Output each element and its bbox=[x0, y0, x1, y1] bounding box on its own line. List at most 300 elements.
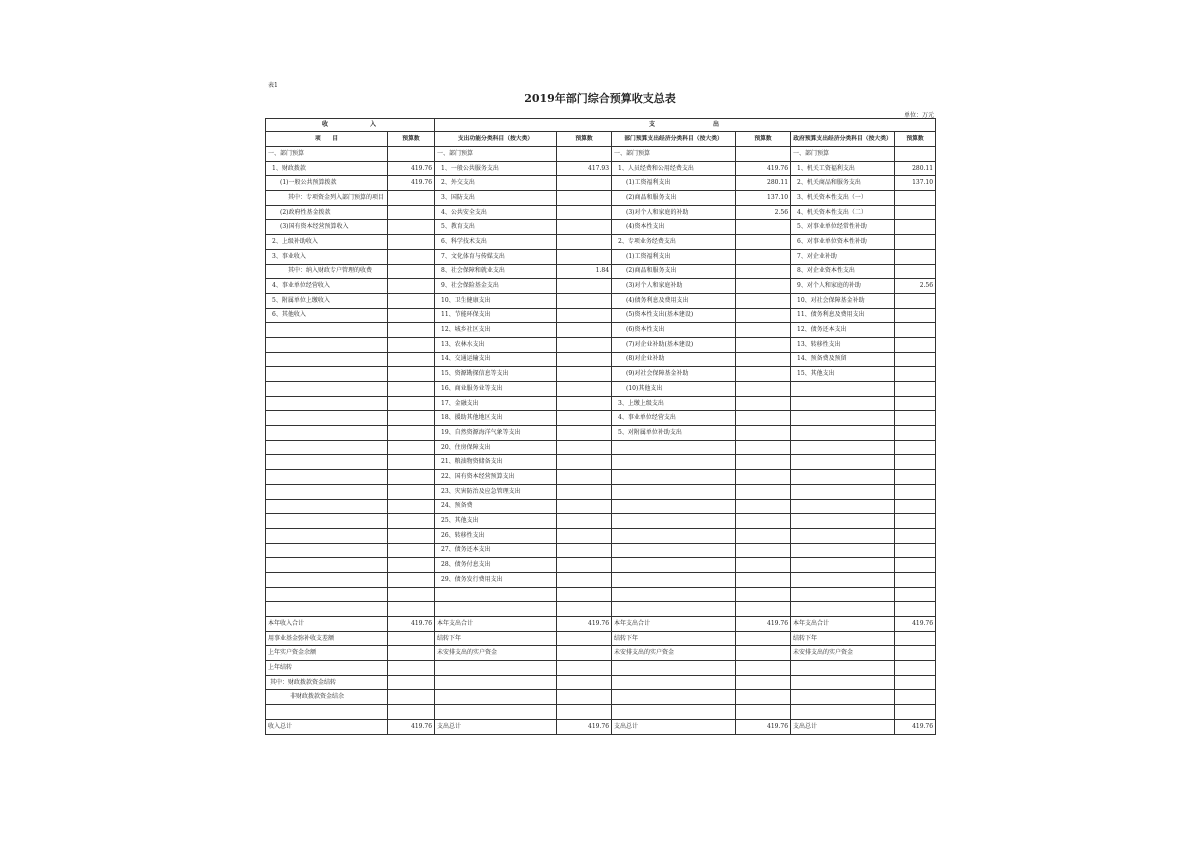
cell-func-budget bbox=[557, 396, 612, 411]
cell-func-item: 1、一般公共服务支出 bbox=[435, 161, 557, 176]
cell-func-item: 8、社会保障和就业支出 bbox=[435, 264, 557, 279]
cell-gov-econ-item: 14、预备费及预留 bbox=[791, 352, 895, 367]
table-row bbox=[266, 147, 936, 162]
cell-dept-econ-budget bbox=[736, 147, 791, 162]
cell-gov-econ-item bbox=[791, 484, 895, 499]
table-row bbox=[266, 323, 936, 338]
cell-dept-econ-budget bbox=[736, 337, 791, 352]
cell-income-budget bbox=[388, 661, 435, 676]
cell-gov-econ-budget bbox=[895, 426, 936, 441]
col-header-dept-econ-budget: 预算数 bbox=[736, 132, 791, 147]
cell-gov-econ-budget: 2.56 bbox=[895, 279, 936, 294]
table-row bbox=[266, 161, 936, 176]
table-body bbox=[266, 147, 936, 735]
cell-gov-econ-item: 5、对事业单位经常性补助 bbox=[791, 220, 895, 235]
cell-func-item: 17、金融支出 bbox=[435, 396, 557, 411]
cell-func-budget bbox=[557, 558, 612, 573]
cell-income-budget bbox=[388, 426, 435, 441]
cell-dept-econ-budget bbox=[736, 587, 791, 602]
cell-dept-econ-budget bbox=[736, 631, 791, 646]
cell-gov-econ-budget bbox=[895, 572, 936, 587]
cell-income-budget bbox=[388, 675, 435, 690]
cell-func-item: 18、援助其他地区支出 bbox=[435, 411, 557, 426]
cell-func-item: 未安排支出的实户资金 bbox=[435, 646, 557, 661]
cell-income-budget bbox=[388, 220, 435, 235]
cell-income-budget bbox=[388, 293, 435, 308]
cell-func-item bbox=[435, 602, 557, 617]
table-row bbox=[266, 411, 936, 426]
cell-dept-econ-budget bbox=[736, 396, 791, 411]
cell-gov-econ-budget: 419.76 bbox=[895, 719, 936, 734]
cell-gov-econ-budget bbox=[895, 367, 936, 382]
cell-func-item: 19、自然资源海洋气象等支出 bbox=[435, 426, 557, 441]
cell-income-budget bbox=[388, 484, 435, 499]
cell-func-item: 26、转移性支出 bbox=[435, 528, 557, 543]
cell-gov-econ-budget bbox=[895, 690, 936, 705]
unit-label: 单位：万元 bbox=[903, 112, 934, 119]
table-row bbox=[266, 499, 936, 514]
header-row-groups bbox=[266, 119, 936, 132]
col-header-func-budget: 预算数 bbox=[557, 132, 612, 147]
cell-func-budget: 1.84 bbox=[557, 264, 612, 279]
cell-income-budget bbox=[388, 455, 435, 470]
cell-gov-econ-item: 9、对个人和家庭的补助 bbox=[791, 279, 895, 294]
cell-income-budget bbox=[388, 646, 435, 661]
cell-income-item bbox=[266, 499, 388, 514]
table-row bbox=[266, 191, 936, 206]
cell-func-budget bbox=[557, 631, 612, 646]
cell-income-budget bbox=[388, 572, 435, 587]
cell-func-budget bbox=[557, 646, 612, 661]
cell-func-budget bbox=[557, 705, 612, 720]
cell-income-item: 一、部门预算 bbox=[266, 147, 388, 162]
cell-income-budget bbox=[388, 396, 435, 411]
cell-gov-econ-item bbox=[791, 675, 895, 690]
cell-income-budget bbox=[388, 543, 435, 558]
table-row bbox=[266, 396, 936, 411]
cell-func-item bbox=[435, 661, 557, 676]
cell-func-budget bbox=[557, 543, 612, 558]
cell-gov-econ-item bbox=[791, 499, 895, 514]
cell-func-budget bbox=[557, 147, 612, 162]
table-row bbox=[266, 484, 936, 499]
cell-func-budget bbox=[557, 661, 612, 676]
cell-dept-econ-item: (9)对社会保障基金补助 bbox=[612, 367, 736, 382]
cell-income-item: 3、事业收入 bbox=[266, 249, 388, 264]
table-row bbox=[266, 470, 936, 485]
cell-income-budget bbox=[388, 558, 435, 573]
cell-dept-econ-budget: 419.76 bbox=[736, 719, 791, 734]
cell-dept-econ-item bbox=[612, 470, 736, 485]
table-row bbox=[266, 352, 936, 367]
cell-gov-econ-budget bbox=[895, 499, 936, 514]
cell-gov-econ-item bbox=[791, 528, 895, 543]
cell-gov-econ-item bbox=[791, 440, 895, 455]
cell-func-item: 20、住房保障支出 bbox=[435, 440, 557, 455]
cell-gov-econ-budget bbox=[895, 382, 936, 397]
budget-summary-table bbox=[265, 118, 936, 735]
table-row bbox=[266, 631, 936, 646]
cell-func-budget bbox=[557, 484, 612, 499]
table-row bbox=[266, 705, 936, 720]
cell-dept-econ-item: (5)资本性支出(基本建设) bbox=[612, 308, 736, 323]
cell-gov-econ-budget bbox=[895, 528, 936, 543]
cell-func-budget bbox=[557, 382, 612, 397]
cell-func-budget bbox=[557, 455, 612, 470]
cell-dept-econ-item: 支出总计 bbox=[612, 719, 736, 734]
cell-gov-econ-budget: 419.76 bbox=[895, 617, 936, 632]
cell-income-item: 本年收入合计 bbox=[266, 617, 388, 632]
cell-income-item: 非财政拨款资金结余 bbox=[266, 690, 388, 705]
cell-income-item bbox=[266, 484, 388, 499]
cell-income-item bbox=[266, 543, 388, 558]
cell-income-item bbox=[266, 337, 388, 352]
cell-gov-econ-item: 10、对社会保障基金补助 bbox=[791, 293, 895, 308]
cell-func-budget bbox=[557, 220, 612, 235]
col-header-item: 项 目 bbox=[266, 132, 388, 147]
cell-dept-econ-item: 结转下年 bbox=[612, 631, 736, 646]
cell-dept-econ-item: 2、专项业务经费支出 bbox=[612, 235, 736, 250]
cell-dept-econ-item: (2)商品和服务支出 bbox=[612, 191, 736, 206]
cell-gov-econ-item: 3、机关资本性支出（一） bbox=[791, 191, 895, 206]
cell-gov-econ-budget bbox=[895, 323, 936, 338]
cell-gov-econ-item: 6、对事业单位资本性补助 bbox=[791, 235, 895, 250]
cell-dept-econ-budget bbox=[736, 646, 791, 661]
cell-income-budget bbox=[388, 440, 435, 455]
cell-income-item bbox=[266, 411, 388, 426]
cell-func-item: 29、债务发行费用支出 bbox=[435, 572, 557, 587]
cell-dept-econ-item bbox=[612, 455, 736, 470]
cell-dept-econ-budget: 419.76 bbox=[736, 617, 791, 632]
cell-func-budget bbox=[557, 440, 612, 455]
cell-gov-econ-budget bbox=[895, 543, 936, 558]
cell-func-budget bbox=[557, 514, 612, 529]
cell-gov-econ-item bbox=[791, 382, 895, 397]
cell-gov-econ-item: 7、对企业补助 bbox=[791, 249, 895, 264]
cell-income-item bbox=[266, 705, 388, 720]
cell-gov-econ-item: 1、机关工资福利支出 bbox=[791, 161, 895, 176]
cell-income-budget bbox=[388, 352, 435, 367]
cell-func-budget: 417.93 bbox=[557, 161, 612, 176]
cell-dept-econ-budget bbox=[736, 235, 791, 250]
cell-func-budget: 419.76 bbox=[557, 617, 612, 632]
table-row bbox=[266, 646, 936, 661]
cell-dept-econ-item bbox=[612, 558, 736, 573]
cell-func-item bbox=[435, 690, 557, 705]
cell-dept-econ-item: (6)资本性支出 bbox=[612, 323, 736, 338]
table-row bbox=[266, 279, 936, 294]
cell-gov-econ-item bbox=[791, 455, 895, 470]
cell-func-item: 11、节能环保支出 bbox=[435, 308, 557, 323]
cell-income-budget bbox=[388, 690, 435, 705]
col-header-dept-econ-class: 部门预算支出经济分类科目（按大类） bbox=[612, 132, 736, 147]
cell-func-item: 21、粮油物资储备支出 bbox=[435, 455, 557, 470]
cell-gov-econ-item: 13、转移性支出 bbox=[791, 337, 895, 352]
cell-gov-econ-budget bbox=[895, 337, 936, 352]
col-header-income-budget: 预算数 bbox=[388, 132, 435, 147]
cell-dept-econ-item bbox=[612, 484, 736, 499]
table-row bbox=[266, 382, 936, 397]
cell-dept-econ-item: (7)对企业补助(基本建设) bbox=[612, 337, 736, 352]
cell-dept-econ-item: 未安排支出的实户资金 bbox=[612, 646, 736, 661]
cell-dept-econ-budget bbox=[736, 293, 791, 308]
cell-func-item: 本年支出合计 bbox=[435, 617, 557, 632]
cell-gov-econ-item: 支出总计 bbox=[791, 719, 895, 734]
cell-dept-econ-item: 5、对附属单位补助支出 bbox=[612, 426, 736, 441]
cell-income-item bbox=[266, 455, 388, 470]
cell-gov-econ-item bbox=[791, 426, 895, 441]
cell-dept-econ-budget bbox=[736, 499, 791, 514]
cell-gov-econ-item bbox=[791, 470, 895, 485]
cell-dept-econ-item bbox=[612, 499, 736, 514]
cell-gov-econ-budget bbox=[895, 147, 936, 162]
cell-gov-econ-budget bbox=[895, 484, 936, 499]
cell-dept-econ-item bbox=[612, 572, 736, 587]
cell-func-budget bbox=[557, 323, 612, 338]
cell-dept-econ-budget: 280.11 bbox=[736, 176, 791, 191]
cell-dept-econ-item bbox=[612, 705, 736, 720]
cell-gov-econ-item bbox=[791, 558, 895, 573]
cell-income-item bbox=[266, 440, 388, 455]
cell-income-budget bbox=[388, 382, 435, 397]
cell-gov-econ-item: 4、机关资本性支出（二） bbox=[791, 205, 895, 220]
cell-income-budget bbox=[388, 631, 435, 646]
cell-func-item: 7、文化体育与传媒支出 bbox=[435, 249, 557, 264]
cell-gov-econ-budget bbox=[895, 470, 936, 485]
cell-dept-econ-budget: 2.56 bbox=[736, 205, 791, 220]
cell-dept-econ-item: (2)商品和服务支出 bbox=[612, 264, 736, 279]
cell-dept-econ-item: 3、上缴上级支出 bbox=[612, 396, 736, 411]
cell-func-budget bbox=[557, 675, 612, 690]
expense-header: 支 出 bbox=[435, 119, 936, 132]
table-row bbox=[266, 205, 936, 220]
cell-income-item: 上年结转 bbox=[266, 661, 388, 676]
cell-func-item: 25、其他支出 bbox=[435, 514, 557, 529]
cell-gov-econ-item: 一、部门预算 bbox=[791, 147, 895, 162]
table-row bbox=[266, 455, 936, 470]
table-row bbox=[266, 514, 936, 529]
cell-func-item: 28、债务付息支出 bbox=[435, 558, 557, 573]
cell-dept-econ-budget bbox=[736, 661, 791, 676]
cell-gov-econ-item bbox=[791, 514, 895, 529]
cell-income-budget bbox=[388, 514, 435, 529]
table-row bbox=[266, 426, 936, 441]
cell-dept-econ-budget bbox=[736, 249, 791, 264]
cell-income-budget bbox=[388, 264, 435, 279]
cell-income-item bbox=[266, 558, 388, 573]
cell-gov-econ-budget bbox=[895, 308, 936, 323]
cell-income-item bbox=[266, 602, 388, 617]
cell-gov-econ-item bbox=[791, 411, 895, 426]
cell-income-item bbox=[266, 382, 388, 397]
cell-gov-econ-budget bbox=[895, 646, 936, 661]
table-row bbox=[266, 264, 936, 279]
cell-dept-econ-budget bbox=[736, 382, 791, 397]
cell-dept-econ-item: 1、人员经费和公用经费支出 bbox=[612, 161, 736, 176]
cell-income-item bbox=[266, 396, 388, 411]
table-number-label: 表1 bbox=[268, 82, 278, 89]
cell-gov-econ-item: 11、债务利息及费用支出 bbox=[791, 308, 895, 323]
cell-gov-econ-budget bbox=[895, 235, 936, 250]
cell-func-budget bbox=[557, 499, 612, 514]
cell-func-item: 一、部门预算 bbox=[435, 147, 557, 162]
cell-income-budget: 419.76 bbox=[388, 161, 435, 176]
cell-gov-econ-budget bbox=[895, 455, 936, 470]
cell-income-item: 收入总计 bbox=[266, 719, 388, 734]
cell-income-item: 6、其他收入 bbox=[266, 308, 388, 323]
cell-dept-econ-budget bbox=[736, 279, 791, 294]
cell-income-budget bbox=[388, 279, 435, 294]
cell-income-budget bbox=[388, 235, 435, 250]
cell-income-item: 其中：财政拨款资金结转 bbox=[266, 675, 388, 690]
cell-income-item: 上年实户资金余额 bbox=[266, 646, 388, 661]
cell-func-budget bbox=[557, 337, 612, 352]
table-row bbox=[266, 337, 936, 352]
cell-income-item bbox=[266, 514, 388, 529]
cell-gov-econ-budget: 137.10 bbox=[895, 176, 936, 191]
cell-income-budget bbox=[388, 249, 435, 264]
cell-gov-econ-item: 2、机关商品和服务支出 bbox=[791, 176, 895, 191]
cell-dept-econ-item bbox=[612, 514, 736, 529]
cell-gov-econ-item bbox=[791, 602, 895, 617]
cell-income-budget: 419.76 bbox=[388, 176, 435, 191]
cell-income-item bbox=[266, 528, 388, 543]
header-row-columns bbox=[266, 132, 936, 147]
cell-gov-econ-item: 结转下年 bbox=[791, 631, 895, 646]
cell-gov-econ-item bbox=[791, 587, 895, 602]
cell-dept-econ-item: (1)工资福利支出 bbox=[612, 249, 736, 264]
cell-func-budget bbox=[557, 308, 612, 323]
table-row bbox=[266, 602, 936, 617]
cell-func-budget bbox=[557, 528, 612, 543]
cell-func-budget bbox=[557, 249, 612, 264]
cell-gov-econ-budget bbox=[895, 631, 936, 646]
table-row bbox=[266, 440, 936, 455]
table-row bbox=[266, 367, 936, 382]
cell-gov-econ-budget: 280.11 bbox=[895, 161, 936, 176]
cell-func-item: 3、国防支出 bbox=[435, 191, 557, 206]
cell-gov-econ-item bbox=[791, 572, 895, 587]
cell-func-item: 27、债务还本支出 bbox=[435, 543, 557, 558]
cell-func-budget bbox=[557, 587, 612, 602]
col-header-func-class: 支出功能分类科目（按大类） bbox=[435, 132, 557, 147]
cell-func-budget bbox=[557, 411, 612, 426]
table-row bbox=[266, 558, 936, 573]
cell-dept-econ-budget bbox=[736, 367, 791, 382]
cell-gov-econ-budget bbox=[895, 675, 936, 690]
cell-func-item: 12、城乡社区支出 bbox=[435, 323, 557, 338]
cell-income-item: (2)政府性基金拨款 bbox=[266, 205, 388, 220]
cell-income-budget bbox=[388, 705, 435, 720]
cell-dept-econ-budget bbox=[736, 323, 791, 338]
cell-dept-econ-budget bbox=[736, 690, 791, 705]
cell-income-item bbox=[266, 323, 388, 338]
cell-func-item: 10、卫生健康支出 bbox=[435, 293, 557, 308]
cell-gov-econ-budget bbox=[895, 396, 936, 411]
cell-dept-econ-budget: 419.76 bbox=[736, 161, 791, 176]
cell-income-budget bbox=[388, 308, 435, 323]
cell-dept-econ-item: (1)工资福利支出 bbox=[612, 176, 736, 191]
cell-func-item: 15、资源勘探信息等支出 bbox=[435, 367, 557, 382]
cell-func-budget: 419.76 bbox=[557, 719, 612, 734]
cell-func-budget bbox=[557, 367, 612, 382]
cell-gov-econ-budget bbox=[895, 661, 936, 676]
cell-income-item: 5、附属单位上缴收入 bbox=[266, 293, 388, 308]
cell-gov-econ-budget bbox=[895, 352, 936, 367]
cell-func-item: 9、社会保险基金支出 bbox=[435, 279, 557, 294]
col-header-gov-econ-budget: 预算数 bbox=[895, 132, 936, 147]
cell-dept-econ-item bbox=[612, 661, 736, 676]
table-row bbox=[266, 719, 936, 734]
cell-dept-econ-item bbox=[612, 440, 736, 455]
cell-dept-econ-budget bbox=[736, 675, 791, 690]
cell-income-budget bbox=[388, 499, 435, 514]
cell-gov-econ-budget bbox=[895, 411, 936, 426]
cell-func-item: 22、国有资本经营预算支出 bbox=[435, 470, 557, 485]
cell-income-budget bbox=[388, 205, 435, 220]
cell-income-item bbox=[266, 352, 388, 367]
cell-dept-econ-budget bbox=[736, 426, 791, 441]
cell-dept-econ-item bbox=[612, 543, 736, 558]
cell-func-item: 2、外交支出 bbox=[435, 176, 557, 191]
table-row bbox=[266, 572, 936, 587]
cell-income-budget bbox=[388, 587, 435, 602]
cell-func-item: 支出总计 bbox=[435, 719, 557, 734]
cell-func-item: 5、教育支出 bbox=[435, 220, 557, 235]
cell-dept-econ-budget: 137.10 bbox=[736, 191, 791, 206]
document-title: 2019年部门综合预算收支总表 bbox=[524, 92, 676, 105]
cell-income-budget bbox=[388, 528, 435, 543]
cell-gov-econ-item: 本年支出合计 bbox=[791, 617, 895, 632]
cell-dept-econ-budget bbox=[736, 264, 791, 279]
cell-gov-econ-item: 12、债务还本支出 bbox=[791, 323, 895, 338]
cell-dept-econ-budget bbox=[736, 705, 791, 720]
cell-income-budget bbox=[388, 602, 435, 617]
cell-dept-econ-item: (10)其他支出 bbox=[612, 382, 736, 397]
cell-func-budget bbox=[557, 602, 612, 617]
cell-income-item: 4、事业单位经营收入 bbox=[266, 279, 388, 294]
cell-dept-econ-item bbox=[612, 675, 736, 690]
cell-income-item bbox=[266, 572, 388, 587]
cell-income-budget bbox=[388, 323, 435, 338]
cell-func-item: 16、商业服务业等支出 bbox=[435, 382, 557, 397]
cell-dept-econ-item bbox=[612, 690, 736, 705]
cell-gov-econ-budget bbox=[895, 220, 936, 235]
cell-dept-econ-budget bbox=[736, 602, 791, 617]
cell-dept-econ-item: 本年支出合计 bbox=[612, 617, 736, 632]
cell-gov-econ-item bbox=[791, 690, 895, 705]
cell-func-budget bbox=[557, 235, 612, 250]
cell-gov-econ-budget bbox=[895, 514, 936, 529]
cell-func-item: 6、科学技术支出 bbox=[435, 235, 557, 250]
cell-dept-econ-item: (8)对企业补助 bbox=[612, 352, 736, 367]
cell-dept-econ-budget bbox=[736, 411, 791, 426]
cell-func-budget bbox=[557, 572, 612, 587]
table-row bbox=[266, 176, 936, 191]
table-row bbox=[266, 587, 936, 602]
cell-dept-econ-budget bbox=[736, 484, 791, 499]
cell-func-item: 23、灾害防治及应急管理支出 bbox=[435, 484, 557, 499]
cell-func-budget bbox=[557, 205, 612, 220]
cell-dept-econ-budget bbox=[736, 528, 791, 543]
cell-func-budget bbox=[557, 293, 612, 308]
table-row bbox=[266, 675, 936, 690]
table-row bbox=[266, 235, 936, 250]
table-row bbox=[266, 249, 936, 264]
cell-dept-econ-budget bbox=[736, 514, 791, 529]
cell-func-item bbox=[435, 705, 557, 720]
cell-func-budget bbox=[557, 426, 612, 441]
